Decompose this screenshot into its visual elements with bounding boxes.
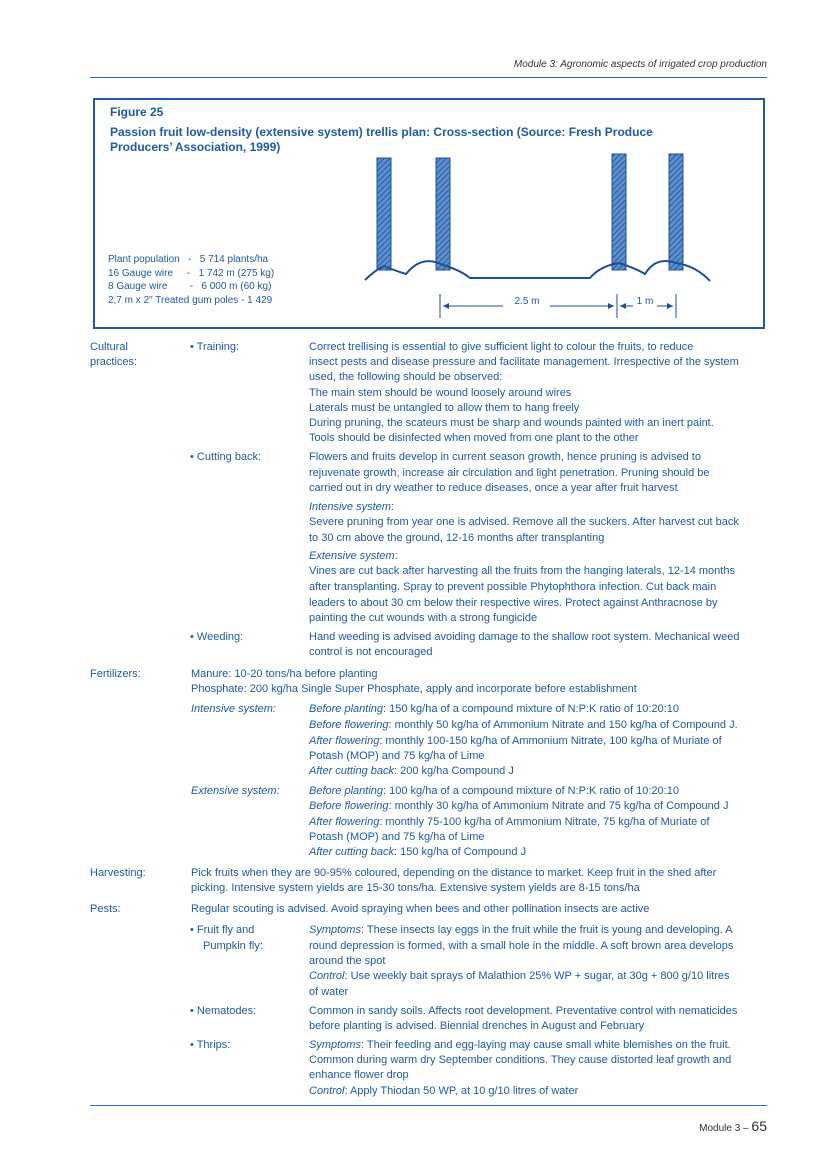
legend-line: Plant population - 5 714 plants/ha [108, 254, 269, 265]
text-line: Pick fruits when they are 90-95% coloured, depending on the distance to market. Keep fruit in the shed after [191, 867, 717, 879]
text-line: Control: Apply Thiodan 50 WP, at 10 g/10 litres of water [309, 1085, 579, 1097]
text-line: after transplanting. Spray to prevent possible Phytophthora infection. Cut back main [309, 581, 717, 593]
bullet-fruit-fly: Pumpkin fly: [203, 940, 263, 952]
text-line: insect pests and disease pressure and facilitate management. Irrespective of the system [309, 356, 739, 368]
text-line: Regular scouting is advised. Avoid spraying when bees and other pollination insects are active [191, 903, 650, 915]
subheading-extensive: Extensive system: [309, 550, 398, 562]
text-line: picking. Intensive system yields are 15-30 tons/ha. Extensive system yields are 8-15 tons/ha [191, 882, 640, 894]
text-line: rejuvenate growth, increase air circulation and light penetration. Pruning should be [309, 467, 710, 479]
dimension-label-1m: 1 m [636, 296, 654, 307]
text-line: Symptoms: These insects lay eggs in the fruit while the fruit is young and developing. A [309, 924, 733, 936]
text-line: Laterals must be untangled to allow them to hang freely [309, 402, 580, 414]
text-line: of water [309, 986, 349, 998]
footer-module: Module 3 – [699, 1123, 749, 1134]
page-footer [640, 1118, 767, 1134]
section-label-cultural: Cultural [90, 341, 128, 353]
figure-title: Passion fruit low-density (extensive system) trellis plan: Cross-section (Source: Fresh Produce Producers’ Association, 1999) [110, 125, 653, 154]
text-line: Tools should be disinfected when moved from one plant to the other [309, 432, 639, 444]
legend-line: 16 Gauge wire - 1 742 m (275 kg) [108, 268, 275, 279]
text-line: Symptoms: Their feeding and egg-laying may cause small white blemishes on the fruit. [309, 1039, 731, 1051]
label-intensive-system: Intensive system: [191, 703, 276, 715]
text-line: Flowers and fruits develop in current season growth, hence pruning is advised to [309, 451, 701, 463]
text-line: Common in sandy soils. Affects root development. Preventative control with nematicides [309, 1005, 738, 1017]
subheading-intensive: Intensive system: [309, 501, 394, 513]
text-line: Hand weeding is advised avoiding damage to the shallow root system. Mechanical weed [309, 631, 740, 643]
text-line: Severe pruning from year one is advised. Remove all the suckers. After harvest cut back [309, 516, 739, 528]
section-label-cultural: practices: [90, 356, 138, 368]
text-line: Before flowering: monthly 30 kg/ha of Ammonium Nitrate and 75 kg/ha of Compound J [309, 800, 729, 812]
text-line: Before planting: 100 kg/ha of a compound mixture of N:P:K ratio of 10:20:10 [309, 785, 679, 797]
bullet-training: • Training: [190, 341, 240, 353]
label-extensive-system: Extensive system: [191, 785, 280, 797]
text-line: Before planting: 150 kg/ha of a compound mixture of N:P:K ratio of 10:20:10 [309, 703, 679, 715]
text-line: After cutting back: 150 kg/ha of Compound J [309, 846, 527, 858]
page-number: 65 [751, 1118, 767, 1134]
section-label-harvesting: Harvesting: [90, 867, 146, 879]
text-line: Correct trellising is essential to give sufficient light to colour the fruits, to reduce [309, 341, 694, 353]
legend-line: 2,7 m x 2" Treated gum poles - 1 429 [108, 295, 273, 306]
text-line: Vines are cut back after harvesting all the fruits from the hanging laterals, 12-14 months [309, 565, 735, 577]
text-line: enhance flower drop [309, 1069, 409, 1081]
header-rule [90, 77, 767, 78]
text-line: painting the cut wounds with a strong fungicide [309, 612, 538, 624]
text-line: After flowering: monthly 100-150 kg/ha of Ammonium Nitrate, 100 kg/ha of Muriate of [309, 735, 722, 747]
text-line: round depression is formed, with a small hole in the middle. A soft brown area develops [309, 940, 734, 952]
text-line: used, the following should be observed: [309, 371, 503, 383]
text-line: Potash (MOP) and 75 kg/ha of Lime [309, 750, 485, 762]
section-label-pests: Pests: [90, 903, 121, 915]
bullet-fruit-fly: • Fruit fly and [190, 924, 255, 936]
section-label-fertilizers: Fertilizers: [90, 668, 141, 680]
text-line: Potash (MOP) and 75 kg/ha of Lime [309, 831, 485, 843]
ground-mound-line [365, 261, 710, 281]
gum-pole [377, 158, 391, 270]
text-line: Common during warm dry September conditions. They cause distorted leaf growth and [309, 1054, 732, 1066]
gum-pole [436, 158, 450, 270]
text-line: The main stem should be wound loosely around wires [309, 387, 572, 399]
text-line: around the spot [309, 955, 386, 967]
text-line: During pruning, the scateurs must be sharp and wounds painted with an inert paint. [309, 417, 714, 429]
text-line: Before flowering: monthly 50 kg/ha of Ammonium Nitrate and 150 kg/ha of Compound J. [309, 719, 738, 731]
text-line: Control: Use weekly bait sprays of Malathion 25% WP + sugar, at 30g + 800 g/10 litres [309, 970, 730, 982]
legend-line: 8 Gauge wire - 6 000 m (60 kg) [108, 281, 272, 292]
text-line: to 30 cm above the ground, 12-16 months after transplanting [309, 532, 605, 544]
bullet-nematodes: • Nematodes: [190, 1005, 257, 1017]
text-line: control is not encouraged [309, 646, 433, 658]
text-line: before planting is advised. Biennial drenches in August and February [309, 1020, 645, 1032]
running-header: Module 3: Agronomic aspects of irrigated crop production [513, 59, 767, 70]
text-line: After flowering: monthly 75-100 kg/ha of Ammonium Nitrate, 75 kg/ha of Muriate of [309, 816, 710, 828]
bullet-cutting-back: • Cutting back: [190, 451, 262, 463]
trellis-cross-section-diagram [360, 148, 730, 318]
text-line: Phosphate: 200 kg/ha Single Super Phosphate, apply and incorporate before establishment [191, 683, 637, 695]
gum-pole [669, 154, 683, 270]
dimension-label-2-5m: 2.5 m [514, 296, 540, 307]
footer-rule [90, 1105, 767, 1106]
text-line: After cutting back: 200 kg/ha Compound J [309, 765, 514, 777]
text-line: carried out in dry weather to reduce diseases, once a year after fruit harvest [309, 482, 678, 494]
figure-number: Figure 25 [110, 105, 164, 119]
bullet-weeding: • Weeding: [190, 631, 244, 643]
gum-pole [612, 154, 626, 270]
text-line: leaders to about 30 cm below their respective wires. Protect against Anthracnose by [309, 597, 718, 609]
text-line: Manure: 10-20 tons/ha before planting [191, 668, 378, 680]
bullet-thrips: • Thrips: [190, 1039, 231, 1051]
